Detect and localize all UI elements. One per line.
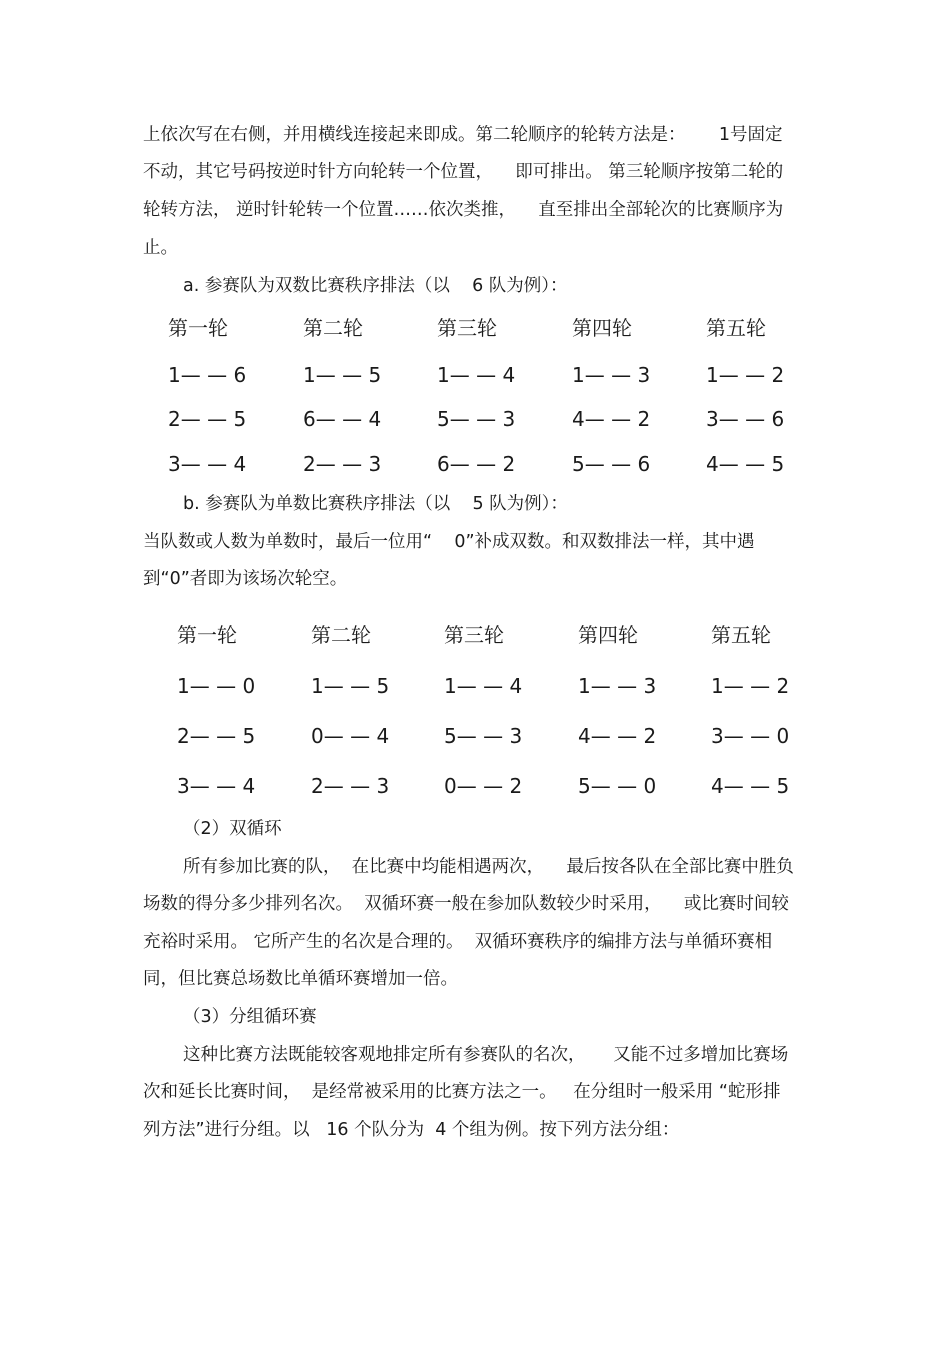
round-label: 第四轮 — [572, 316, 632, 340]
match-pair: 1— — 6 — [168, 363, 247, 387]
round-label: 第五轮 — [706, 316, 766, 340]
match-pair: 0— — 2 — [444, 774, 523, 798]
intro-line-2: 不动，其它号码按逆时针方向轮转一个位置， 即可排出。 第三轮顺序按第二轮的 — [143, 162, 784, 182]
match-pair: 1— — 4 — [444, 674, 523, 698]
match-pair: 3— — 4 — [177, 774, 256, 798]
match-pair: 2— — 5 — [177, 724, 256, 748]
round-label: 第三轮 — [437, 316, 497, 340]
match-pair: 3— — 0 — [711, 724, 790, 748]
match-pair: 6— — 4 — [303, 407, 382, 431]
match-pair: 5— — 6 — [572, 452, 651, 476]
round-label: 第四轮 — [578, 623, 638, 647]
section-a-round-header — [0, 313, 766, 343]
match-pair: 1— — 3 — [572, 363, 651, 387]
section-a-row — [0, 360, 785, 390]
section-2-heading: （2）双循环 — [183, 819, 282, 839]
match-pair: 4— — 2 — [572, 407, 651, 431]
section-3-heading: （3）分组循环赛 — [183, 1007, 317, 1027]
match-pair: 1— — 4 — [437, 363, 516, 387]
match-pair: 5— — 0 — [578, 774, 657, 798]
round-label: 第二轮 — [303, 316, 363, 340]
match-pair: 1— — 5 — [311, 674, 390, 698]
match-pair: 3— — 6 — [706, 407, 785, 431]
round-label: 第一轮 — [168, 316, 228, 340]
match-pair: 2— — 5 — [168, 407, 247, 431]
match-pair: 4— — 2 — [578, 724, 657, 748]
section-3-line-2: 次和延长比赛时间， 是经常被采用的比赛方法之一。 在分组时一般采用 “蛇形排 — [143, 1082, 781, 1102]
section-a-row — [0, 404, 785, 434]
section-2-line-4: 同，但比赛总场数比单循环赛增加一倍。 — [143, 969, 458, 989]
intro-line-4: 止。 — [143, 238, 178, 258]
section-a-title: a. 参赛队为双数比赛秩序排法（以 6 队为例）： — [183, 276, 568, 296]
match-pair: 1— — 0 — [177, 674, 256, 698]
section-b-row — [0, 671, 790, 701]
match-pair: 1— — 2 — [706, 363, 785, 387]
match-pair: 4— — 5 — [711, 774, 790, 798]
round-label: 第三轮 — [444, 623, 504, 647]
section-b-title: b. 参赛队为单数比赛秩序排法（以 5 队为例）： — [183, 494, 568, 514]
match-pair: 5— — 3 — [444, 724, 523, 748]
section-b-row — [0, 771, 790, 801]
match-pair: 5— — 3 — [437, 407, 516, 431]
match-pair: 1— — 5 — [303, 363, 382, 387]
section-2-line-2: 场数的得分多少排列名次。 双循环赛一般在参加队数较少时采用， 或比赛时间较 — [143, 894, 789, 914]
round-label: 第一轮 — [177, 623, 237, 647]
section-2-line-3: 充裕时采用。 它所产生的名次是合理的。 双循环赛秩序的编排方法与单循环赛相 — [143, 932, 773, 952]
section-b-desc-line-2: 到“0”者即为该场次轮空。 — [143, 569, 348, 589]
section-b-row — [0, 721, 790, 751]
intro-line-3: 轮转方法， 逆时针轮转一个位置……依次类推， 直至排出全部轮次的比赛顺序为 — [143, 200, 784, 220]
round-label: 第五轮 — [711, 623, 771, 647]
section-b-desc-line-1: 当队数或人数为单数时，最后一位用“ 0”补成双数。和双数排法一样，其中遇 — [143, 532, 755, 552]
match-pair: 1— — 3 — [578, 674, 657, 698]
section-b-round-header — [0, 620, 771, 650]
section-a-row — [0, 449, 785, 479]
match-pair: 3— — 4 — [168, 452, 247, 476]
round-label: 第二轮 — [311, 623, 371, 647]
match-pair: 0— — 4 — [311, 724, 390, 748]
section-3-line-1: 这种比赛方法既能较客观地排定所有参赛队的名次， 又能不过多增加比赛场 — [183, 1045, 789, 1065]
section-2-line-1: 所有参加比赛的队， 在比赛中均能相遇两次， 最后按各队在全部比赛中胜负 — [183, 857, 794, 877]
intro-line-1: 上依次写在右侧，并用横线连接起来即成。第二轮顺序的轮转方法是： 1号固定 — [143, 125, 783, 145]
match-pair: 2— — 3 — [303, 452, 382, 476]
match-pair: 4— — 5 — [706, 452, 785, 476]
section-3-line-3: 列方法”进行分组。以 16 个队分为 4 个组为例。按下列方法分组： — [143, 1120, 680, 1140]
match-pair: 6— — 2 — [437, 452, 516, 476]
match-pair: 1— — 2 — [711, 674, 790, 698]
match-pair: 2— — 3 — [311, 774, 390, 798]
